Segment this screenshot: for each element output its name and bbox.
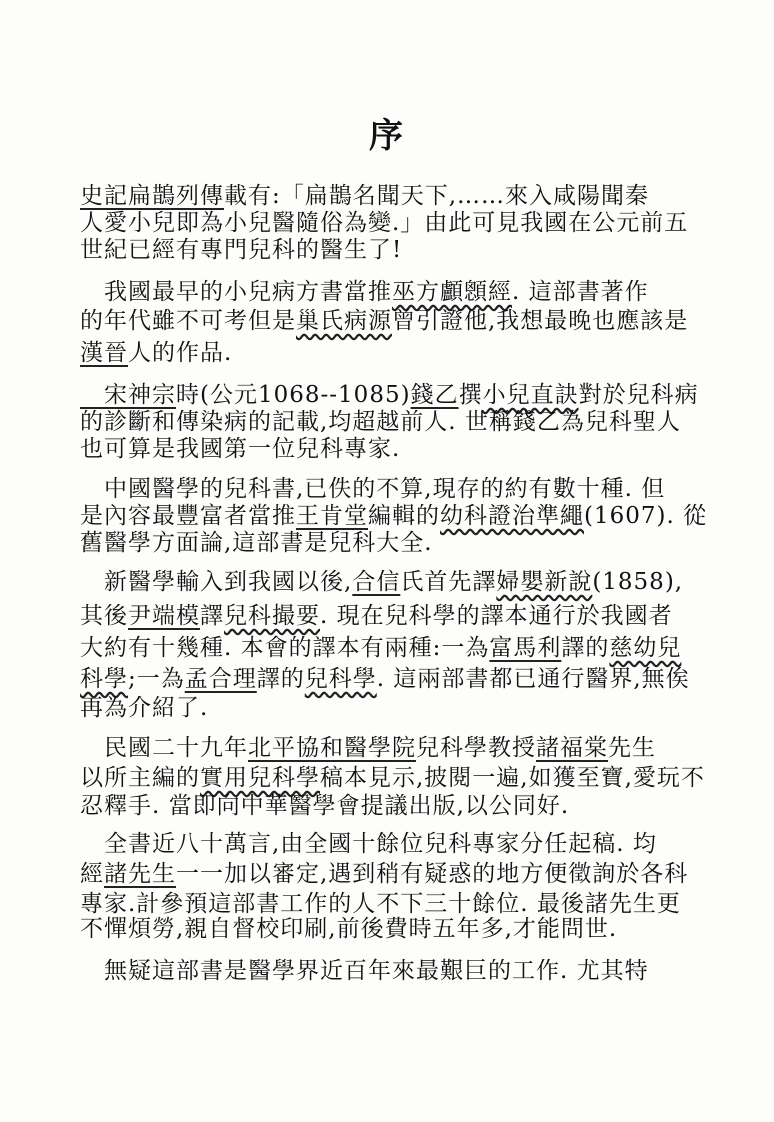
text-segment: 稿本見示,披閱一遍,如獲至寶,愛玩不 (320, 765, 705, 791)
underlined-term: 諸福棠 (536, 735, 608, 761)
text-segment: 經 (80, 861, 104, 887)
text-segment: 譯的 (561, 635, 610, 661)
text-line (80, 828, 700, 860)
text-segment: . 現在兒科學的譯本通行於我國者 (320, 603, 673, 629)
text-segment: 全書近八十萬言,由全國十餘位兒科專家分任起稿. 均 (80, 831, 657, 857)
text-segment: 是內容最豐富者當推 (80, 503, 296, 529)
text-segment: 再為介紹了. (80, 695, 209, 721)
text-segment: 民國二十九年 (80, 735, 248, 761)
text-line (80, 632, 700, 664)
text-segment: (1858), (592, 569, 684, 595)
underlined-term: 兒科撮要 (224, 603, 320, 629)
text-segment: . 這兩部書都已通行醫界,無俟 (376, 666, 690, 692)
text-segment: 一一加以審定,遇到稍有疑惑的地方便徵詢於各科 (176, 861, 689, 887)
text-segment: 以所主編的 (80, 765, 200, 791)
text-segment: 無疑這部書是醫學界近百年來最艱巨的工作. 尤其特 (80, 958, 649, 984)
underlined-term: 實用兒科學 (200, 765, 320, 791)
underlined-term: 小兒直訣 (482, 382, 579, 408)
underlined-term: 慈幼兒 (609, 635, 682, 661)
underlined-term: 錢乙 (410, 382, 459, 408)
underlined-term: 孟合理 (184, 666, 257, 692)
text-line (80, 276, 700, 308)
text-segment: 專家.計參預這部書工作的人不下三十餘位. 最後諸先生更 (80, 891, 681, 917)
underlined-term: 富馬利 (489, 635, 562, 661)
text-line (80, 566, 700, 598)
underlined-term: 巫方顱顖經 (392, 279, 512, 305)
underlined-term: 尹端模 (128, 603, 200, 629)
text-line (80, 913, 700, 945)
text-line (80, 790, 700, 822)
text-line (80, 234, 700, 266)
underlined-term: 幼科證治準繩 (440, 503, 584, 529)
text-segment: 不憚煩勞,親自督校印刷,前後費時五年多,才能問世. (80, 916, 618, 942)
text-segment: 人愛小兒即為小兒醫隨俗為變.」由此可見我國在公元前五 (80, 210, 689, 236)
text-segment: 忍釋手. 當即向中華醫學會提議出版,以公同好. (80, 793, 570, 819)
underlined-term: 漢晉 (80, 340, 128, 366)
text-line (80, 692, 700, 724)
underlined-term: 巢氏病源 (296, 308, 392, 334)
text-segment: ;一為 (128, 666, 185, 692)
text-segment: 編輯的 (368, 503, 440, 529)
text-segment: 新醫學輸入到我國以後, (80, 569, 353, 595)
text-line (80, 732, 700, 764)
underlined-term: 科學 (80, 666, 128, 692)
text-line (80, 955, 700, 987)
text-segment: 時(公元1068--1085) (176, 382, 411, 408)
text-segment: 世紀已經有專門兒科的醫生了! (80, 237, 403, 263)
text-segment: 大約有十幾種. 本會的譯本有兩種:一為 (80, 635, 490, 661)
text-segment: 兒科學教授 (416, 735, 536, 761)
underlined-term: 北平協和醫學院 (248, 735, 416, 761)
text-line (80, 600, 700, 632)
text-segment: 氏首先譯 (400, 569, 497, 595)
underlined-term: 諸先生 (104, 861, 176, 887)
text-segment: 先生 (608, 735, 656, 761)
text-line (80, 663, 700, 695)
text-segment: 也可算是我國第一位兒科專家. (80, 436, 401, 462)
text-segment: 撰 (458, 382, 483, 408)
underlined-term: 史記扁鵲列傳 (80, 183, 224, 209)
page-title: 序 (369, 116, 405, 156)
underlined-term: 合信 (352, 569, 401, 595)
text-segment: 我國最早的小兒病方書當推 (80, 279, 392, 305)
text-line (80, 305, 700, 337)
text-segment: 的診斷和傳染病的記載,均超越前人. 世稱錢乙為兒科聖人 (80, 409, 681, 435)
underlined-term: 王肯堂 (296, 503, 368, 529)
text-segment: 其後 (80, 603, 128, 629)
text-line (80, 858, 700, 890)
text-segment: 曾引證他,我想最晚也應該是 (392, 308, 689, 334)
text-segment: . 這部書著作 (512, 279, 649, 305)
underlined-term: 婦嬰新說 (496, 569, 593, 595)
text-segment: 譯的 (256, 666, 305, 692)
text-line (80, 527, 700, 559)
underlined-term: 兒科學 (304, 666, 377, 692)
text-line (80, 337, 700, 369)
text-segment: 舊醫學方面論,這部書是兒科大全. (80, 530, 433, 556)
text-line (80, 433, 700, 465)
text-segment: 譯 (200, 603, 224, 629)
text-segment: 的年代雖不可考但是 (80, 308, 296, 334)
text-segment: 中國醫學的兒科書,已佚的不算,現存的約有數十種. 但 (80, 476, 666, 502)
underlined-term: 宋神宗 (80, 382, 176, 408)
text-segment: (1607). 從 (584, 503, 708, 529)
text-segment: 載有:「扁鵲名聞天下,……來入咸陽聞秦 (224, 183, 650, 209)
text-segment: 人的作品. (128, 340, 233, 366)
text-segment: 對於兒科病 (578, 382, 699, 408)
